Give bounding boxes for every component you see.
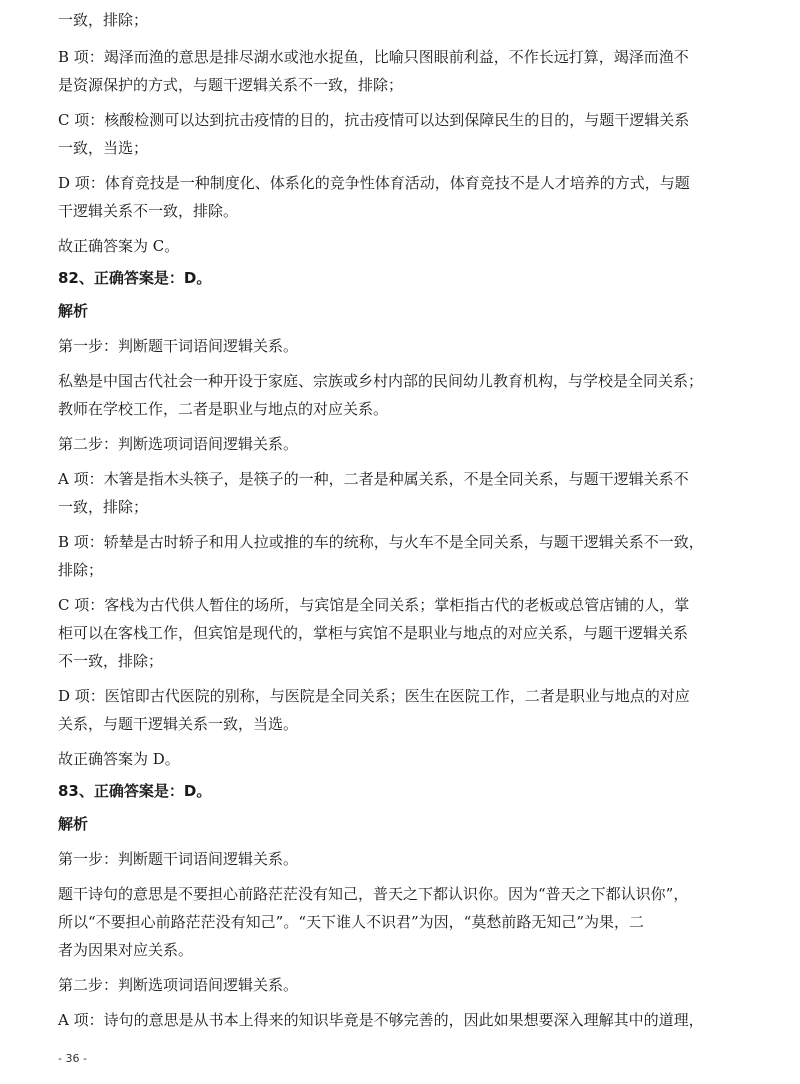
text-line: B 项：轿辇是古时轿子和用人拉或推的车的统称，与火车不是全同关系，与题干逻辑关系不一致， xyxy=(58,533,704,551)
page-number: - 36 - xyxy=(58,1052,87,1065)
text-line: 一致，排除； xyxy=(58,11,149,29)
text-line: A 项：木箸是指木头筷子，是筷子的一种，二者是种属关系，不是全同关系，与题干逻辑关系不 xyxy=(58,470,689,488)
text-line: 者为因果对应关系。 xyxy=(58,941,194,959)
text-line: 第一步：判断题干词语间逻辑关系。 xyxy=(58,337,299,355)
text-line: 一致，当选； xyxy=(58,139,149,157)
text-line: D 项：医馆即古代医院的别称，与医院是全同关系；医生在医院工作，二者是职业与地点的对应 xyxy=(58,687,690,705)
text-line: 所以“不要担心前路茫茫没有知己”。“天下谁人不识君”为因，“莫愁前路无知己”为果，二 xyxy=(58,913,645,931)
text-line: D 项：体育竞技是一种制度化、体系化的竞争性体育活动，体育竞技不是人才培养的方式，与题 xyxy=(58,174,690,192)
text-line: A 项：诗句的意思是从书本上得来的知识毕竟是不够完善的，因此如果想要深入理解其中的道理， xyxy=(58,1011,704,1029)
section-heading: 解析 xyxy=(58,302,89,320)
text-line: 第二步：判断选项词语间逻辑关系。 xyxy=(58,976,299,994)
text-line: 第一步：判断题干词语间逻辑关系。 xyxy=(58,850,299,868)
text-line: 是资源保护的方式，与题干逻辑关系不一致，排除； xyxy=(58,76,404,94)
text-line: 干逻辑关系不一致，排除。 xyxy=(58,202,239,220)
text-line: 题干诗句的意思是不要担心前路茫茫没有知己，普天之下都认识你。因为“普天之下都认识你”， xyxy=(58,885,689,903)
text-line: 私塾是中国古代社会一种开设于家庭、宗族或乡村内部的民间幼儿教育机构，与学校是全同关系； xyxy=(58,372,704,390)
text-line: 故正确答案为 D。 xyxy=(58,750,180,768)
text-line: 第二步：判断选项词语间逻辑关系。 xyxy=(58,435,299,453)
text-line: 柜可以在客栈工作，但宾馆是现代的，掌柜与宾馆不是职业与地点的对应关系，与题干逻辑关系 xyxy=(58,624,689,642)
text-line: 关系，与题干逻辑关系一致，当选。 xyxy=(58,715,299,733)
text-line: B 项：竭泽而渔的意思是排尽湖水或池水捉鱼，比喻只图眼前利益，不作长远打算，竭泽而渔不 xyxy=(58,48,689,66)
section-heading: 解析 xyxy=(58,815,89,833)
text-line: 排除； xyxy=(58,561,104,579)
section-heading: 82、正确答案是：D。 xyxy=(58,269,212,287)
text-line: C 项：客栈为古代供人暂住的场所，与宾馆是全同关系；掌柜指古代的老板或总管店铺的人，掌 xyxy=(58,596,690,614)
text-line: 一致，排除； xyxy=(58,498,149,516)
section-heading: 83、正确答案是：D。 xyxy=(58,782,212,800)
text-line: 不一致，排除； xyxy=(58,652,164,670)
text-line: C 项：核酸检测可以达到抗击疫情的目的，抗击疫情可以达到保障民生的目的，与题干逻辑关系 xyxy=(58,111,690,129)
text-line: 教师在学校工作，二者是职业与地点的对应关系。 xyxy=(58,400,389,418)
text-line: 故正确答案为 C。 xyxy=(58,237,180,255)
